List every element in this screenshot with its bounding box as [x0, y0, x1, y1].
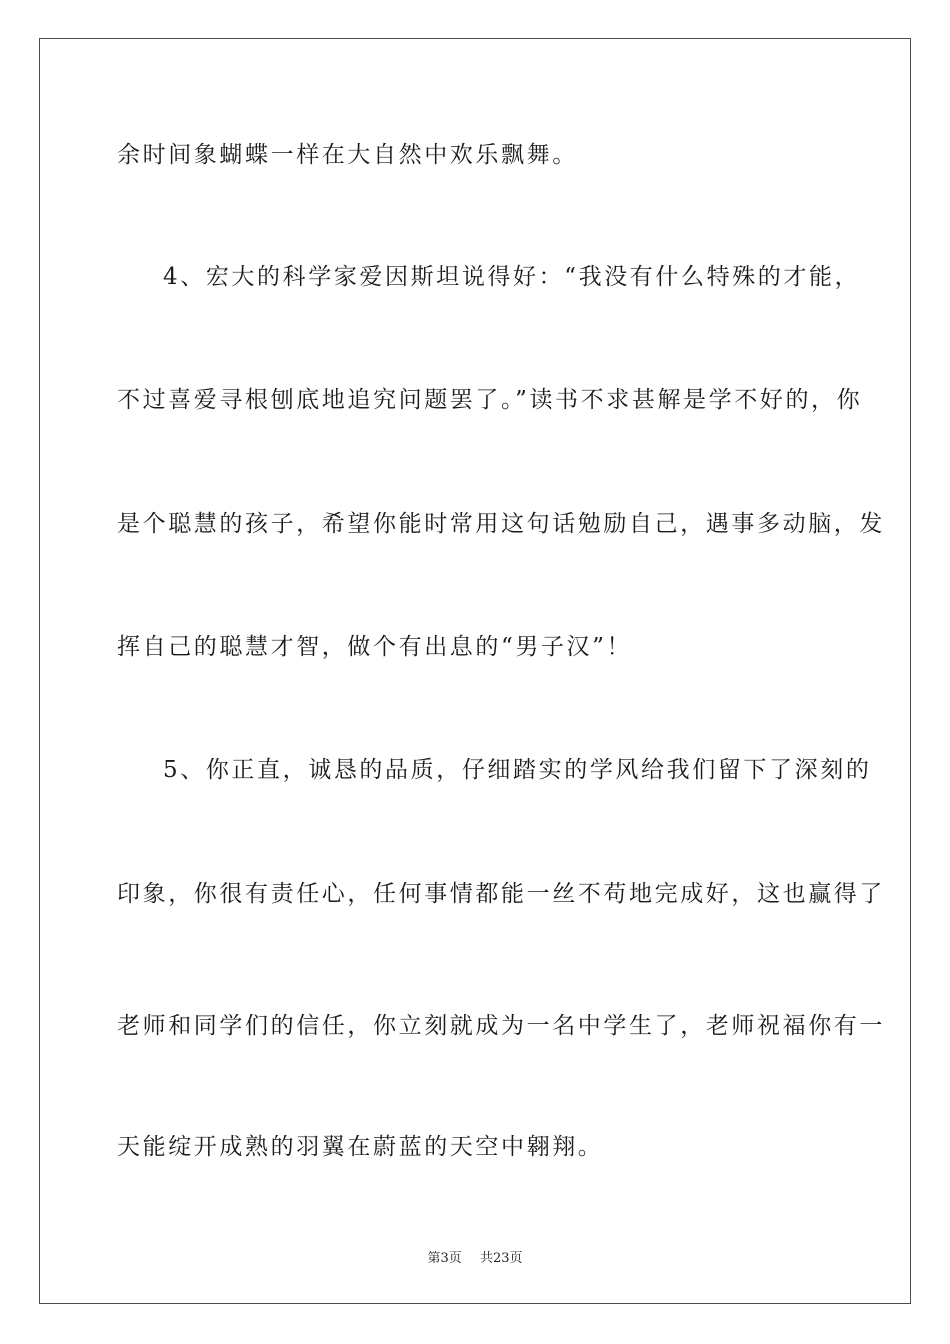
page-footer — [0, 1247, 950, 1266]
text-line-9: 天能绽开成熟的羽翼在蔚蓝的天空中翱翔。 — [117, 1134, 604, 1160]
text-line-4: 是个聪慧的孩子，希望你能时常用这句话勉励自己，遇事多动脑，发 — [117, 511, 885, 537]
text-line-6: 5、你正直，诚恳的品质，仔细踏实的学风给我们留下了深刻的 — [163, 757, 872, 783]
page-frame — [39, 38, 911, 1304]
text-line-5: 挥自己的聪慧才智，做个有出息的“男子汉”！ — [117, 634, 633, 660]
text-line-1: 余时间象蝴蝶一样在大自然中欢乐飘舞。 — [117, 142, 578, 168]
text-line-2: 4、宏大的科学家爱因斯坦说得好：“我没有什么特殊的才能， — [163, 264, 861, 290]
text-line-7: 印象，你很有责任心，任何事情都能一丝不苟地完成好，这也赢得了 — [117, 881, 885, 907]
page-number: 第3页 — [427, 1251, 462, 1266]
text-line-3: 不过喜爱寻根刨底地追究问题罢了。”读书不求甚解是学不好的，你 — [117, 387, 863, 413]
text-line-8: 老师和同学们的信任，你立刻就成为一名中学生了，老师祝福你有一 — [117, 1013, 885, 1039]
page-total: 共23页 — [479, 1251, 523, 1266]
